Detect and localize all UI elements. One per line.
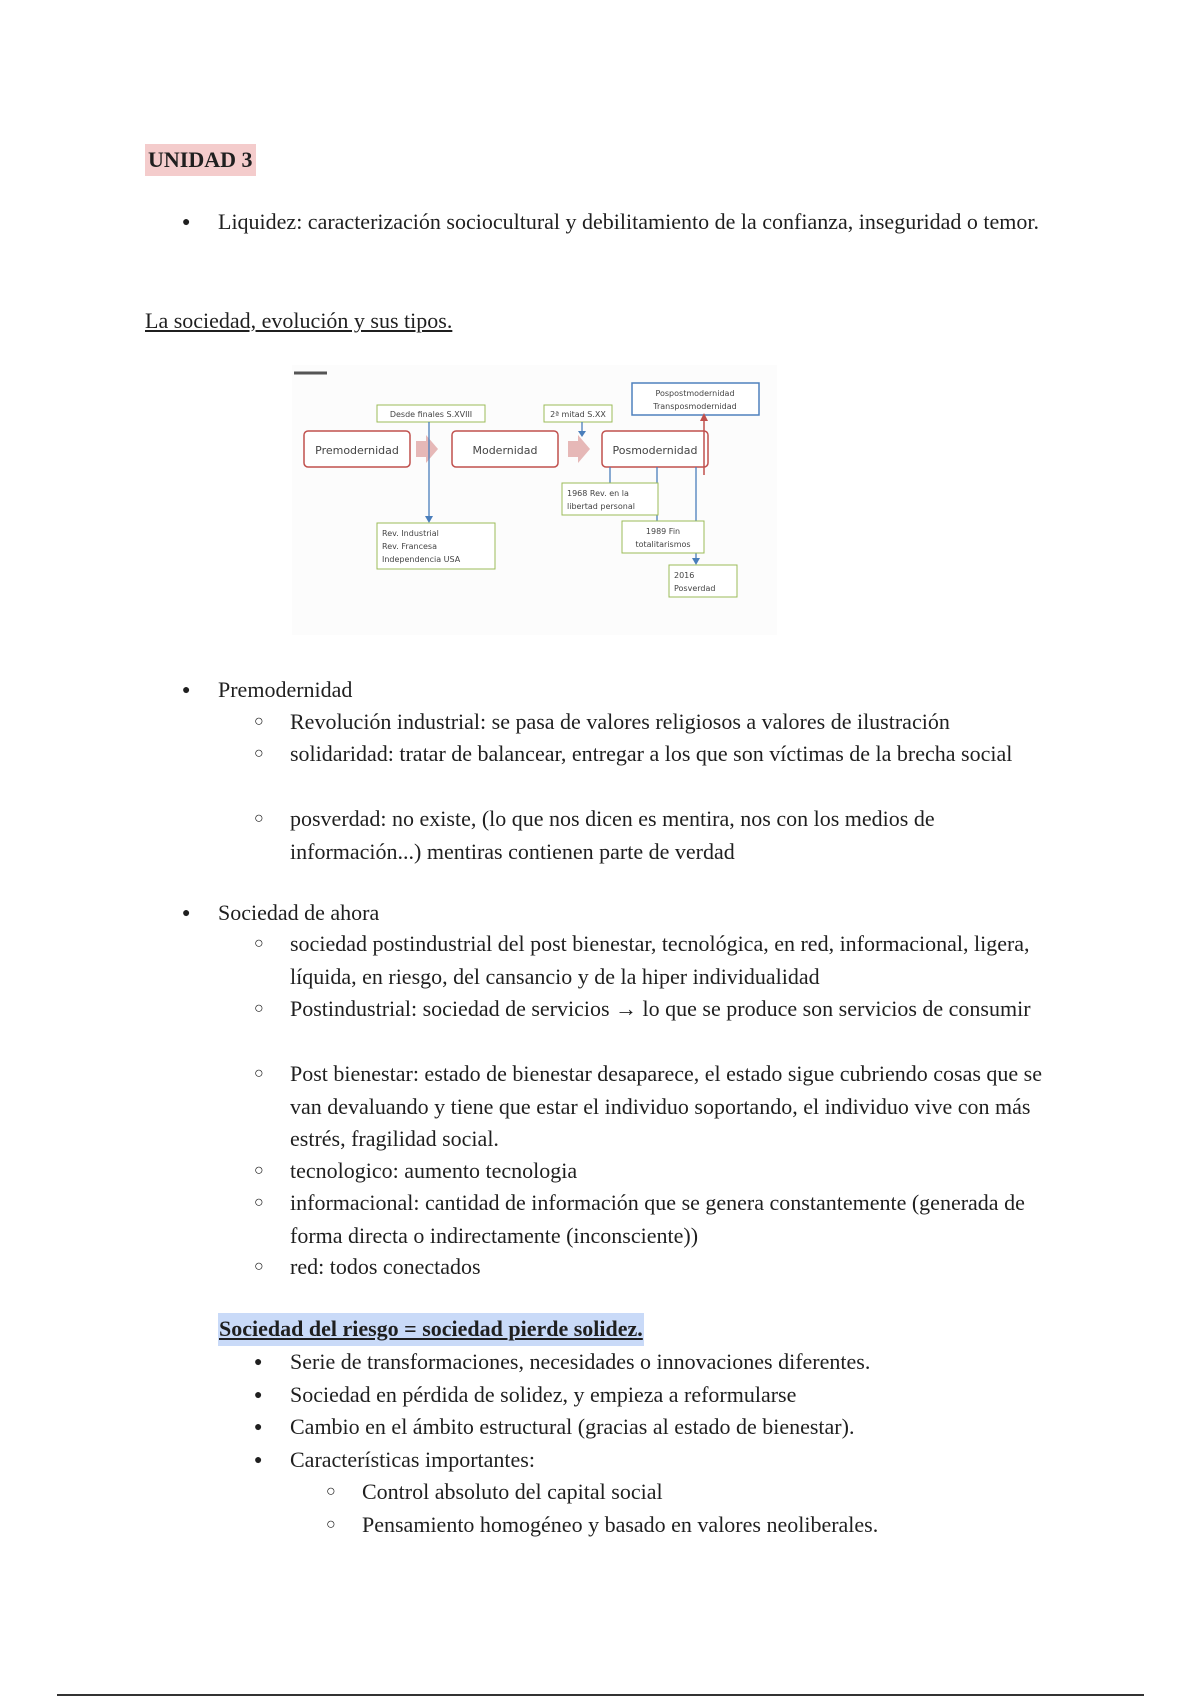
sociedad-ahora-item-text: Post bienestar: estado de bienestar desaparece, el estado sigue cubriendo cosas que se van devaluando y tiene que estar el individuo soportando, el individuo vive con más estrés, fragilidad social. — [290, 1061, 1043, 1151]
sub-bullet-icon — [254, 1187, 290, 1252]
sociedad-ahora-item — [254, 1058, 1064, 1156]
stage-label-modernidad: Modernidad — [472, 444, 538, 457]
sub-bullet-icon — [254, 1058, 290, 1156]
sub-bullet-icon — [254, 738, 290, 774]
riesgo-sub-item-text: Control absoluto del capital social — [362, 1479, 663, 1504]
bullet-icon — [254, 1444, 290, 1481]
premodernidad-item-text: solidaridad: tratar de balancear, entregar a los que son víctimas de la brecha social — [290, 741, 1013, 766]
sub-bullet-icon — [326, 1476, 362, 1512]
sub-bullet-icon — [254, 1155, 290, 1191]
riesgo-item — [254, 1411, 1064, 1448]
riesgo-sub-item — [326, 1509, 1066, 1545]
premodernidad-item — [254, 738, 1064, 774]
riesgo-item-text: Características importantes: — [290, 1447, 535, 1472]
bullet-sociedad-ahora-label: Sociedad de ahora — [218, 900, 380, 925]
bullet-icon — [254, 1346, 290, 1383]
sociedad-ahora-item-text: sociedad postindustrial del post bienestar, tecnológica, en red, informacional, ligera, líquida, en riesgo, del cansancio y de la hiper individualidad — [290, 931, 1030, 989]
section-heading: La sociedad, evolución y sus tipos. — [145, 308, 453, 333]
sociedad-ahora-item — [254, 1251, 1064, 1287]
bullet-premodernidad-label: Premodernidad — [218, 677, 353, 702]
label-desde-finales: Desde finales S.XVIII — [389, 410, 473, 419]
riesgo-item-text: Serie de transformaciones, necesidades o innovaciones diferentes. — [290, 1349, 871, 1374]
label-segunda-mitad: 2ª mitad S.XX — [550, 410, 606, 419]
sociedad-ahora-item — [254, 1155, 1064, 1191]
sociedad-ahora-item — [254, 928, 1064, 993]
label-1960-line-2: libertad personal — [567, 502, 635, 511]
bullet-icon — [182, 674, 218, 711]
premodernidad-item — [254, 803, 1064, 868]
unit-title: UNIDAD 3 — [145, 144, 256, 176]
intro-bullet — [182, 206, 1062, 243]
sociedad-ahora-item — [254, 1187, 1064, 1252]
sub-bullet-icon — [254, 803, 290, 868]
sub-bullet-icon — [326, 1509, 362, 1545]
premodernidad-item-text: Revolución industrial: se pasa de valores religiosos a valores de ilustración — [290, 709, 950, 734]
post-box-line-2: Transposmodernidad — [653, 402, 737, 411]
bullet-icon — [182, 206, 218, 243]
label-2016-line-1: 2016 — [674, 571, 695, 580]
label-2016-line-2: Posverdad — [674, 584, 716, 593]
label-1960-line-1: 1968 Rev. en la — [567, 489, 629, 498]
riesgo-sub-item — [326, 1476, 1066, 1512]
label-rev-industrial-line-2: Rev. Francesa — [382, 542, 437, 551]
sociedad-ahora-item-text: red: todos conectados — [290, 1254, 481, 1279]
post-box-line-1: Pospostmodernidad — [655, 389, 735, 398]
bullet-icon — [254, 1411, 290, 1448]
riesgo-item — [254, 1346, 1064, 1383]
stage-label-premodernidad: Premodernidad — [315, 444, 399, 457]
bullet-icon — [182, 897, 218, 934]
stage-label-posmodernidad: Posmodernidad — [612, 444, 698, 457]
sociedad-ahora-item-text: tecnologico: aumento tecnologia — [290, 1158, 578, 1183]
label-rev-industrial-line-3: Independencia USA — [382, 555, 461, 564]
footer-rule — [57, 1694, 1144, 1696]
premodernidad-item — [254, 706, 1064, 742]
sociedad-ahora-item-text: informacional: cantidad de información que se genera constantemente (generada de forma directa o indirectamente (inconsciente)) — [290, 1190, 1025, 1248]
label-1989-line-1: 1989 Fin — [645, 527, 681, 536]
riesgo-item-text: Cambio en el ámbito estructural (gracias al estado de bienestar). — [290, 1414, 855, 1439]
sub-bullet-icon — [254, 706, 290, 742]
sub-bullet-icon — [254, 1251, 290, 1287]
society-evolution-diagram — [292, 365, 777, 635]
premodernidad-item-text: posverdad: no existe, (lo que nos dicen es mentira, nos con los medios de información...) mentiras contienen parte de verdad — [290, 806, 935, 864]
label-rev-industrial-line-1: Rev. Industrial — [382, 529, 439, 538]
riesgo-sub-item-text: Pensamiento homogéneo y basado en valores neoliberales. — [362, 1512, 879, 1537]
risk-society-heading: Sociedad del riesgo = sociedad pierde solidez. — [218, 1313, 644, 1346]
sub-bullet-icon — [254, 928, 290, 993]
riesgo-item-text: Sociedad en pérdida de solidez, y empieza a reformularse — [290, 1382, 797, 1407]
sociedad-ahora-item-text: Postindustrial: sociedad de servicios → lo que se produce son servicios de consumir — [290, 996, 1031, 1021]
label-1989-line-2: totalitarismos — [635, 540, 691, 549]
sub-bullet-icon — [254, 993, 290, 1029]
sociedad-ahora-item — [254, 993, 1064, 1029]
intro-bullet-text: Liquidez: caracterización sociocultural y debilitamiento de la confianza, inseguridad o temor. — [218, 209, 1040, 234]
